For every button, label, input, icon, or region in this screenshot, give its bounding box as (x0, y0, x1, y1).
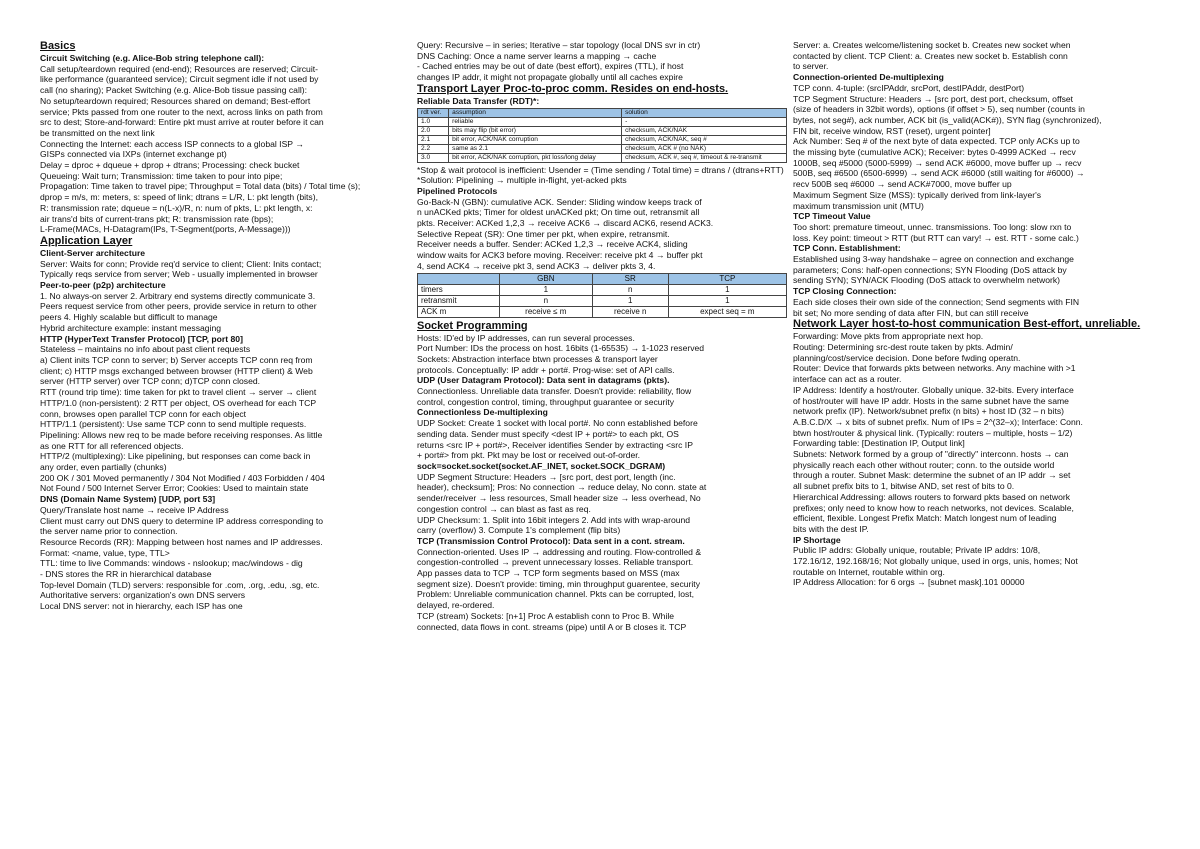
table-cell: checksum, ACK/NAK (622, 126, 787, 135)
text-line: air trans'd bits of current-trans pkt; R: transmission rate (bps); (40, 213, 274, 224)
text-line: Problem: Unreliable communication channel. Pkts can be corrupted, lost, (417, 589, 695, 600)
text-line: Local DNS server: not in hierarchy, each ISP has one (40, 601, 243, 612)
text-line: IP Address: Identify a host/router. Globally unique. 32-bits. Every interface (793, 384, 1074, 395)
text-line: Propagation: Time taken to travel pipe; Throughput = Total data (bits) / Total time (s); (40, 181, 361, 192)
text-line: bytes, not seg#), ack number, ACK bit (is_valid(ACK#)), SYN flag (synchronized), (793, 114, 1102, 125)
text-line: header), checksum]; Pros: No connection → reduce delay, No conn. state at (417, 482, 707, 493)
text-line: TCP Closing Connection: (793, 286, 897, 297)
table-cell: checksum, ACK/NAK, seq # (622, 135, 787, 144)
table-cell: 1.0 (418, 117, 449, 126)
text-line: Format: <name, value, type, TTL> (40, 547, 170, 558)
text-line: window waits for ACK3 before moving. Receiver: receive pkt 4 → buffer pkt (417, 250, 703, 261)
text-line: Authoritative servers: organization's own DNS servers (40, 590, 246, 601)
text-line: *Stop & wait protocol is inefficient: Usender = (Time sending / Total time) = dtrans / (dtrans+RTT) (417, 164, 784, 175)
comparison-table-row (418, 306, 787, 317)
text-line: Stateless – maintains no info about past client requests (40, 344, 251, 355)
text-line: Maximum Segment Size (MSS): typically derived from link-layer's (793, 189, 1042, 200)
text-line: Peers request service from other peers, provide service in return to other (40, 301, 317, 312)
text-line: routable on Internet, routable within org. (793, 566, 945, 577)
text-line: Connecting the Internet: each access ISP connects to a global ISP → (40, 138, 304, 149)
text-line: Router: Device that forwards pkts between networks. Any machine with >1 (793, 363, 1076, 374)
rdt-table (417, 108, 787, 163)
table-cell: 3.0 (418, 153, 449, 162)
table-cell: bit error, ACK/NAK corruption, pkt loss/long delay (449, 153, 622, 162)
text-line: Established using 3-way handshake – agree on connection and exchange (793, 254, 1074, 265)
column-3 (793, 40, 1161, 588)
text-line: 4, send ACK4 → receive pkt 3, send ACK3 → deliver pkts 3, 4. (417, 260, 656, 271)
text-line: of host/router will have IP addr. Hosts in the same subnet have the same (793, 395, 1069, 406)
text-line: the server name prior to connection. (40, 526, 178, 537)
text-line: Routing: Determining src-dest route taken by pkts. Admin/ (793, 341, 1013, 352)
text-line: prefixes; only need to know how to reach networks, not devices. Scalable, (793, 502, 1074, 513)
text-line: - DNS stores the RR in hierarchical database (40, 569, 212, 580)
text-line: Server: a. Creates welcome/listening socket b. Creates new socket when (793, 40, 1071, 50)
text-line: (size of headers in 32bit words), options (if offset > 5), seq number (counts in (793, 104, 1085, 115)
text-line: Ack Number: Seq # of the next byte of data expected. TCP only ACKs up to (793, 136, 1080, 147)
text-line: L-Frame(MACs, H-Datagram(IPs, T-Segment(ports, A-Message))) (40, 224, 291, 235)
text-line: UDP Socket: Create 1 socket with local port#. No conn established before (417, 418, 698, 429)
text-line: Typically reqs service from server; Web - usually implemented in browser (40, 269, 318, 280)
text-line: Circuit Switching (e.g. Alice-Bob string telephone call): (40, 53, 265, 63)
text-line: Query/Translate host name → receive IP Address (40, 504, 229, 515)
comparison-table-row (418, 284, 787, 295)
text-line: Go-Back-N (GBN): cumulative ACK. Sender: Sliding window keeps track of (417, 196, 702, 207)
text-line: sending SYN); SYN/ACK Flooding (DoS attack to overwhelm network) (793, 275, 1060, 286)
text-line: UDP Segment Structure: Headers → [src port, dest port, length (inc. (417, 471, 676, 482)
text-line: delayed, re-ordered. (417, 600, 495, 611)
text-line: 1000B, seq #5000 (5000-5999) → send ACK #6000, move buffer up → recv (793, 157, 1082, 168)
text-line: Subnets: Network formed by a group of "directly" interconn. hosts → can (793, 449, 1069, 460)
text-line: maximum transmission unit (MTU) (793, 200, 924, 211)
section-heading: Basics (40, 40, 76, 52)
comparison-table-row (418, 295, 787, 306)
text-line: peers 4. Highly scalable but difficult to manage (40, 312, 218, 323)
text-line: 200 OK / 301 Moved permanently / 304 Not Modified / 403 Forbidden / 404 (40, 472, 325, 483)
table-cell: ACK m (418, 306, 500, 317)
text-line: TCP (Transmission Control Protocol): Data sent in a cont. stream. (417, 535, 685, 546)
table-cell: bits may flip (bit error) (449, 126, 622, 135)
text-line: Connectionless De-multiplexing (417, 407, 548, 418)
column-1 (40, 40, 410, 612)
text-line: Receiver needs a buffer. Sender: ACKed 1,2,3 → receive ACK4, sliding (417, 239, 688, 250)
text-line: returns <src IP + port#>, Receiver identifies Sender by extracting <src IP (417, 439, 693, 450)
text-line: HTTP/1.1 (persistent): Use same TCP conn to send multiple requests. (40, 419, 307, 430)
table-cell: reliable (449, 117, 622, 126)
text-line: 172.16/12, 192.168/16; Not globally unique, used in orgs, unis, homes; Not (793, 556, 1078, 567)
table-cell: 1 (499, 284, 592, 295)
text-line: planning/cost/service decision. Done before fwding operatn. (793, 352, 1021, 363)
text-line: src to dest; Store-and-forward: Entire pkt must arrive at router before it can (40, 117, 324, 128)
text-line: Queueing: Wait turn; Transmission: time taken to pour into pipe; (40, 170, 283, 181)
text-line: Hosts: ID'ed by IP addresses, can run several processes. (417, 332, 635, 343)
text-line: the missing byte (cumulative ACK); Receiver: bytes 0-4999 ACKed → recv (793, 147, 1076, 158)
text-line: RTT (round trip time): time taken for pkt to travel client → server → client (40, 387, 317, 398)
table-cell: expect seq = m (668, 306, 786, 317)
text-line: loss. Key point: timeout > RTT (but RTT can vary! → est. RTT - some calc.) (793, 232, 1079, 243)
text-line: Connection-oriented. Uses IP → addressing and routing. Flow-controlled & (417, 546, 702, 557)
text-line: Reliable Data Transfer (RDT)*: (417, 95, 540, 106)
text-line: Hierarchical Addressing: allows routers to forward pkts based on network (793, 491, 1071, 502)
text-line: network prefix (IP). Network/subnet prefix (n bits) + host ID (32 – n bits) (793, 406, 1065, 417)
section-heading: Transport Layer Proc-to-proc comm. Resides on end-hosts. (417, 82, 729, 95)
table-cell: n (592, 284, 668, 295)
column-2-part-c (417, 320, 787, 633)
table-cell: 1 (668, 295, 786, 306)
text-line: carry (overflow) 3. Compute 1's complement (flip bits) (417, 525, 621, 536)
table-cell: 1 (668, 284, 786, 295)
table-cell: timers (418, 284, 500, 295)
text-line: Forwarding: Move pkts from appropriate next hop. (793, 331, 984, 342)
table-cell: 1 (592, 295, 668, 306)
text-line: connected, data flows in cont. streams (pipe) until A or B closes it. TCP (417, 621, 687, 632)
text-line: Connectionless. Unreliable data transfer. Doesn't provide: reliability, flow (417, 386, 692, 397)
text-line: Client must carry out DNS query to determine IP address corresponding to (40, 515, 324, 526)
rdt-table-row (418, 153, 787, 162)
text-line: IP Address Allocation: for 6 orgs → [subnet mask].101 00000 (793, 577, 1025, 588)
comparison-header-cell: SR (592, 273, 668, 284)
text-line: efficient, flexible. Longest Prefix Match: Match longest num of leading (793, 513, 1057, 524)
table-cell: - (622, 117, 787, 126)
text-line: like performance (guaranteed service); Circuit segment idle if not used by (40, 74, 319, 85)
text-line: Top-level Domain (TLD) servers: responsible for .com, .org, .edu, .sg, etc. (40, 579, 320, 590)
text-line: No setup/teardown required; Resources shared on demand; Best-effort (40, 95, 311, 106)
rdt-table-row (418, 117, 787, 126)
text-line: be transmitted on the next link (40, 127, 155, 138)
text-line: bits with the dest IP. (793, 523, 869, 534)
text-line: parameters; Cons: half-open connections; SYN Flooding (DoS attack by (793, 264, 1067, 275)
text-line: 1. No always-on server 2. Arbitrary end systems directly communicate 3. (40, 290, 316, 301)
text-line: congestion-controlled → prevent unnecessary losses. Reliable transport. (417, 557, 694, 568)
text-line: Server: Waits for conn; Provide req'd service to client; Client: Inits contact; (40, 258, 322, 269)
table-cell: receive n (592, 306, 668, 317)
text-line: FIN bit, receive window, RST (reset), urgent pointer] (793, 125, 991, 136)
section-heading: Application Layer (40, 234, 133, 247)
text-line: call (no sharing); Packet Switching (e.g. Alice-Bob tissue passing call): (40, 85, 308, 96)
text-line: TCP Timeout Value (793, 211, 871, 222)
text-line: through a router. Subnet Mask: determine the subnet of an IP addr → set (793, 470, 1071, 481)
text-line: protocols. Conceptually: IP addr + port#. Prog-wise: set of API calls. (417, 364, 675, 375)
text-line: segment size). Doesn't provide: timing, min throughput guarentee, security (417, 578, 700, 589)
text-line: R: transmission rate; dqueue = n(L-x)/R, n: num of pkts, L: pkt length, x: (40, 202, 313, 213)
table-cell: 2.2 (418, 144, 449, 153)
text-line: sending data. Sender must specify <dest IP + port#> to each pkt, OS (417, 428, 679, 439)
rdt-header-cell: rdt ver. (418, 108, 449, 117)
text-line: pkts. Receiver: ACKed 1,2,3 → receive ACK6 → discard ACK6, resend ACK3. (417, 218, 714, 229)
text-line: recv 500B seq #6000 → send ACK#7000, move buffer up (793, 179, 1012, 190)
text-line: interface can act as a router. (793, 374, 902, 385)
text-line: + port#> from pkt. Pkt may be lost or received out-of-order. (417, 450, 641, 461)
text-line: dprop = m/s, m: meters, s: speed of link; dtrans = L/R, L: pkt length (bits), (40, 192, 318, 203)
text-line: TCP Conn. Establishment: (793, 243, 901, 254)
table-cell: 2.1 (418, 135, 449, 144)
text-line: TCP Segment Structure: Headers → [src port, dest port, checksum, offset (793, 93, 1074, 104)
table-cell: 2.0 (418, 126, 449, 135)
text-line: Client-Server architecture (40, 247, 146, 258)
text-line: to server. (793, 61, 829, 72)
text-line: TCP conn. 4-tuple: (srcIPAddr, srcPort, destIPAddr, destPort) (793, 82, 1025, 93)
text-line: *Solution: Pipelining → multiple in-flight, yet-acked pkts (417, 175, 627, 186)
text-line: as one RTT for all referenced objects. (40, 440, 184, 451)
text-line: Call setup/teardown required (end-end); Resources are reserved; Circuit- (40, 63, 318, 74)
text-line: conn, browses open parallel TCP conn for each object (40, 408, 247, 419)
text-line: n unACKed pkts; Timer for oldest unACKed pkt; On time out, retransmit all (417, 207, 700, 218)
text-line: HTTP/1.0 (non-persistent): 2 RTT per object, OS overhead for each TCP (40, 397, 317, 408)
protocol-comparison-table (417, 273, 787, 318)
rdt-table-row (418, 135, 787, 144)
text-line: UDP Checksum: 1. Split into 16bit integers 2. Add ints with wrap-around (417, 514, 691, 525)
text-line: Resource Records (RR): Mapping between host names and IP addresses. (40, 536, 323, 547)
comparison-header-cell: TCP (668, 273, 786, 284)
text-line: Selective Repeat (SR): One timer per pkt, when expire, retransmit. (417, 228, 670, 239)
text-line: sock=socket.socket(socket.AF_INET, socket.SOCK_DGRAM) (417, 460, 666, 471)
text-line: TCP (stream) Sockets: [n+1] Proc A establish conn to Proc B. While (417, 610, 675, 621)
text-line: DNS Caching: Once a name server learns a mapping → cache (417, 50, 657, 61)
text-line: client; c) HTTP msgs exchanged between browser (HTTP client) & Web (40, 365, 313, 376)
text-line: App passes data to TCP → TCP form segments based on MSS (max (417, 568, 680, 579)
text-line: - Cached entries may be out of date (best effort), expires (TTL), if host (417, 61, 684, 72)
rdt-table-row (418, 144, 787, 153)
text-line: IP Shortage (793, 534, 841, 545)
text-line: Delay = dproc + dqueue + dprop + dtrans; Processing: check bucket (40, 160, 300, 171)
text-line: HTTP (HyperText Transfer Protocol) [TCP, port 80] (40, 333, 243, 344)
rdt-header-cell: solution (622, 108, 787, 117)
text-line: sender/receiver → less resources, Small header size → less overhead, No (417, 493, 701, 504)
text-line: Forwarding table: [Destination IP, Output link] (793, 438, 965, 449)
text-line: contacted by client. TCP Client: a. Creates new socket b. Establish conn (793, 50, 1068, 61)
text-line: server (HTTP server) over TCP conn; d)TCP conn closed. (40, 376, 261, 387)
section-heading: Network Layer host-to-host communication Best-effort, unreliable. (793, 318, 1141, 331)
comparison-header-row (418, 273, 787, 284)
text-line: GISPs connected via IXPs (internet exchange pt) (40, 149, 227, 160)
text-line: physically reach each other without router; conn. to the outside world (793, 459, 1055, 470)
text-line: Too short: premature timeout, unnec. transmissions. Too long: slow rxn to (793, 221, 1072, 232)
text-line: Sockets: Abstraction interface btwn processes & transport layer (417, 353, 658, 364)
text-line: bit set; No more sending of data after FIN, but can still receive (793, 307, 1029, 318)
text-line: congestion control → can blast as fast as req. (417, 503, 591, 514)
rdt-table-header-row (418, 108, 787, 117)
table-cell: checksum, ACK # (no NAK) (622, 144, 787, 153)
text-line: Query: Recursive – in series; Iterative – star topology (local DNS svr in ctr) (417, 40, 701, 50)
text-line: Each side closes their own side of the connection; Send segments with FIN (793, 296, 1080, 307)
text-line: service; Pkts passed from one router to the next, across links on path from (40, 106, 323, 117)
table-cell: checksum, ACK #, seq #, timeout & re-transmit (622, 153, 787, 162)
text-line: a) Client inits TCP conn to server; b) Server accepts TCP conn req from (40, 354, 313, 365)
text-line: DNS (Domain Name System) [UDP, port 53] (40, 494, 216, 505)
rdt-table-row (418, 126, 787, 135)
text-line: any order, even partially (chunks) (40, 462, 167, 473)
text-line: UDP (User Datagram Protocol): Data sent in datagrams (pkts). (417, 375, 670, 386)
text-line: Public IP addrs: Globally unique, routable; Private IP addrs: 10/8, (793, 545, 1041, 556)
text-line: control, congestion control, timing, throughput guarantee or security (417, 396, 675, 407)
text-line: TTL: time to live Commands: windows - nslookup; mac/windows - dig (40, 558, 303, 569)
text-line: btwn host/router & physical link. (Typically: routers – multiple, hosts – 1/2) (793, 427, 1073, 438)
table-cell: bit error, ACK/NAK corruption (449, 135, 622, 144)
column-2 (417, 40, 787, 632)
text-line: all subnet prefix bits to 1, bitwise AND, set rest of bits to 0. (793, 481, 1015, 492)
rdt-header-cell: assumption (449, 108, 622, 117)
comparison-header-cell (418, 273, 500, 284)
text-line: Not Found / 500 Internet Server Error; Cookies: Used to maintain state (40, 483, 309, 494)
text-line: HTTP/2 (multiplexing): Like pipelining, but responses can come back in (40, 451, 311, 462)
text-line: Pipelined Protocols (417, 185, 498, 196)
table-cell: n (499, 295, 592, 306)
text-line: A.B.C.D/X → x bits of subnet prefix. Num of IPs = 2^(32–x); Interface: Conn. (793, 416, 1083, 427)
comparison-header-cell: GBN (499, 273, 592, 284)
text-line: changes IP addr, it might not propagate globally until all caches expire (417, 72, 683, 83)
text-line: Hybrid architecture example: instant messaging (40, 322, 222, 333)
table-cell: same as 2.1 (449, 144, 622, 153)
text-line: Peer-to-peer (p2p) architecture (40, 280, 166, 291)
table-cell: receive ≤ m (499, 306, 592, 317)
column-2-part-b (417, 165, 787, 272)
text-line: Port Number: IDs the process on host. 16bits (1-65535) → 1-1023 reserved (417, 343, 705, 354)
section-heading: Socket Programming (417, 319, 528, 332)
column-2-part-a (417, 40, 787, 107)
text-line: Connection-oriented De-multiplexing (793, 72, 944, 83)
text-line: 500B, seq #6500 (6500-6999) → send ACK #6000 (still waiting for #6000) → (793, 168, 1085, 179)
table-cell: retransmit (418, 295, 500, 306)
text-line: Pipelining: Allows new req to be made before receiving responses. As little (40, 429, 323, 440)
